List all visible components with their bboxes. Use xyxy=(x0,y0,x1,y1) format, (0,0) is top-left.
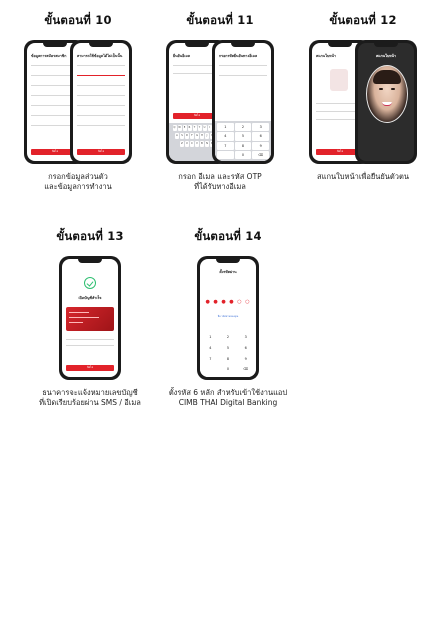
keyboard-key[interactable]: U xyxy=(203,126,206,129)
numpad-key[interactable]: 8 xyxy=(220,355,237,365)
next-button[interactable]: ถัดไป xyxy=(77,149,125,155)
numpad[interactable] xyxy=(215,121,271,161)
keyboard-key[interactable]: I xyxy=(209,126,210,129)
step-10 xyxy=(8,12,148,192)
keyboard-key[interactable]: T xyxy=(193,126,196,129)
step-13 xyxy=(20,228,160,408)
keyboard-key[interactable]: C xyxy=(191,142,193,145)
phone-mockups xyxy=(24,40,132,166)
next-button[interactable]: ถัดไป xyxy=(31,149,79,155)
phone-screen xyxy=(59,256,121,380)
numpad-key[interactable]: 0 xyxy=(235,151,252,159)
step-caption: กรอก อีเมล และรหัส OTP ที่ได้รับทางอีเมล xyxy=(178,172,262,191)
numpad-key[interactable]: ⌫ xyxy=(252,151,269,159)
numpad-key[interactable]: 1 xyxy=(202,333,219,343)
phone-notch xyxy=(185,43,209,47)
numpad-key[interactable]: 2 xyxy=(220,333,237,343)
numpad-key[interactable]: 0 xyxy=(220,365,237,375)
keyboard-key[interactable]: X xyxy=(186,142,188,145)
numpad-key[interactable]: 7 xyxy=(202,355,219,365)
keyboard-key[interactable]: J xyxy=(206,134,208,137)
phone-notch xyxy=(374,43,398,47)
phone-screen xyxy=(212,40,274,164)
screen-title: กรอกรหัสยืนยันทางอีเมล xyxy=(219,54,258,58)
keyboard-key[interactable]: Z xyxy=(181,142,183,145)
keyboard-key[interactable]: F xyxy=(191,134,193,137)
screen-title: ข้อมูลการสมัครสมาชิก xyxy=(31,54,67,58)
keyboard-key[interactable]: S xyxy=(181,134,183,137)
numpad-key[interactable]: 2 xyxy=(235,123,252,131)
keyboard-key[interactable]: Q xyxy=(173,126,176,129)
keyboard-key[interactable]: N xyxy=(206,142,208,145)
numpad-key[interactable]: 4 xyxy=(217,132,234,140)
numpad-key[interactable]: ⌫ xyxy=(237,365,254,375)
phone-mockups xyxy=(309,40,417,166)
step-title: ขั้นตอนที่ 13 xyxy=(56,229,124,243)
numpad-key[interactable]: 5 xyxy=(235,132,252,140)
numpad-key[interactable]: 6 xyxy=(252,132,269,140)
keyboard-key[interactable]: G xyxy=(196,134,198,137)
phone-screen xyxy=(197,256,259,380)
phone-notch xyxy=(231,43,255,47)
check-icon xyxy=(84,277,96,289)
numpad-key[interactable]: 1 xyxy=(217,123,234,131)
next-button[interactable]: ถัดไป xyxy=(173,113,221,119)
step-title: ขั้นตอนที่ 12 xyxy=(329,13,397,27)
phone-screen xyxy=(70,40,132,164)
phone-notch xyxy=(216,259,240,263)
step-caption: สแกนใบหน้าเพื่อยืนยันตัวตน xyxy=(317,172,409,181)
numpad-key[interactable]: 9 xyxy=(237,355,254,365)
phone-notch xyxy=(328,43,352,47)
phone-notch xyxy=(43,43,67,47)
numpad-key[interactable] xyxy=(217,151,234,159)
keyboard-key[interactable]: B xyxy=(201,142,203,145)
numpad-key[interactable]: 8 xyxy=(235,142,252,150)
next-button[interactable]: ถัดไป xyxy=(66,365,114,371)
phone-screen xyxy=(355,40,417,164)
keyboard-key[interactable]: R xyxy=(188,126,191,129)
step-12 xyxy=(293,12,433,182)
numpad[interactable] xyxy=(200,331,256,377)
phone-notch xyxy=(78,259,102,263)
step-caption: ตั้งรหัส 6 หลัก สำหรับเข้าใช้งานแอป CIMB THAI Digital Banking xyxy=(168,388,288,407)
step-title: ขั้นตอนที่ 10 xyxy=(44,13,112,27)
phone-notch xyxy=(89,43,113,47)
numpad-key[interactable]: 4 xyxy=(202,344,219,354)
numpad-key[interactable] xyxy=(202,365,219,375)
screen-title: สแกนใบหน้า xyxy=(316,54,337,58)
keyboard-key[interactable]: Y xyxy=(198,126,201,129)
keyboard-key[interactable]: A xyxy=(176,134,178,137)
screen-title: ยืนยันอีเมล xyxy=(173,54,191,58)
keyboard-key[interactable]: E xyxy=(183,126,186,129)
numpad-key[interactable]: 6 xyxy=(237,344,254,354)
step-caption: กรอกข้อมูลส่วนตัว และข้อมูลการทำงาน xyxy=(44,172,112,191)
forgot-pin-link[interactable]: ลืม รหัสผ่านของคุณ xyxy=(217,315,239,318)
pin-dots: ● ● ● ● ○ ○ xyxy=(205,299,251,305)
phone-mockups xyxy=(59,256,121,382)
screen-title: สามารถใช้ข้อมูลได้ไม่เป็นนั้น xyxy=(77,54,123,58)
numpad-key[interactable]: 5 xyxy=(220,344,237,354)
phone-mockups xyxy=(166,40,274,166)
screen-title: เปิดบัญชีสำเร็จ xyxy=(78,296,102,300)
numpad-key[interactable]: 7 xyxy=(217,142,234,150)
screen-title: ตั้งรหัสผ่าน xyxy=(219,270,237,274)
keyboard-key[interactable]: D xyxy=(186,134,188,137)
numpad-key[interactable]: 3 xyxy=(237,333,254,343)
keyboard-key[interactable]: W xyxy=(178,126,181,129)
step-title: ขั้นตอนที่ 11 xyxy=(186,13,254,27)
next-button[interactable]: ถัดไป xyxy=(316,149,364,155)
step-14 xyxy=(158,228,298,408)
keyboard-key[interactable]: H xyxy=(201,134,203,137)
step-caption: ธนาคารจะแจ้งหมายเลขบัญชี ที่เปิดเรียบร้อยผ่าน SMS / อีเมล xyxy=(39,388,141,407)
keyboard-key[interactable]: V xyxy=(196,142,198,145)
screen-title: สแกนใบหน้า xyxy=(375,54,397,58)
face-scan-frame xyxy=(366,65,408,123)
numpad-key[interactable]: 3 xyxy=(252,123,269,131)
phone-mockups xyxy=(197,256,259,382)
step-title: ขั้นตอนที่ 14 xyxy=(194,229,262,243)
account-card xyxy=(66,307,114,331)
step-11 xyxy=(150,12,290,192)
numpad-key[interactable]: 9 xyxy=(252,142,269,150)
